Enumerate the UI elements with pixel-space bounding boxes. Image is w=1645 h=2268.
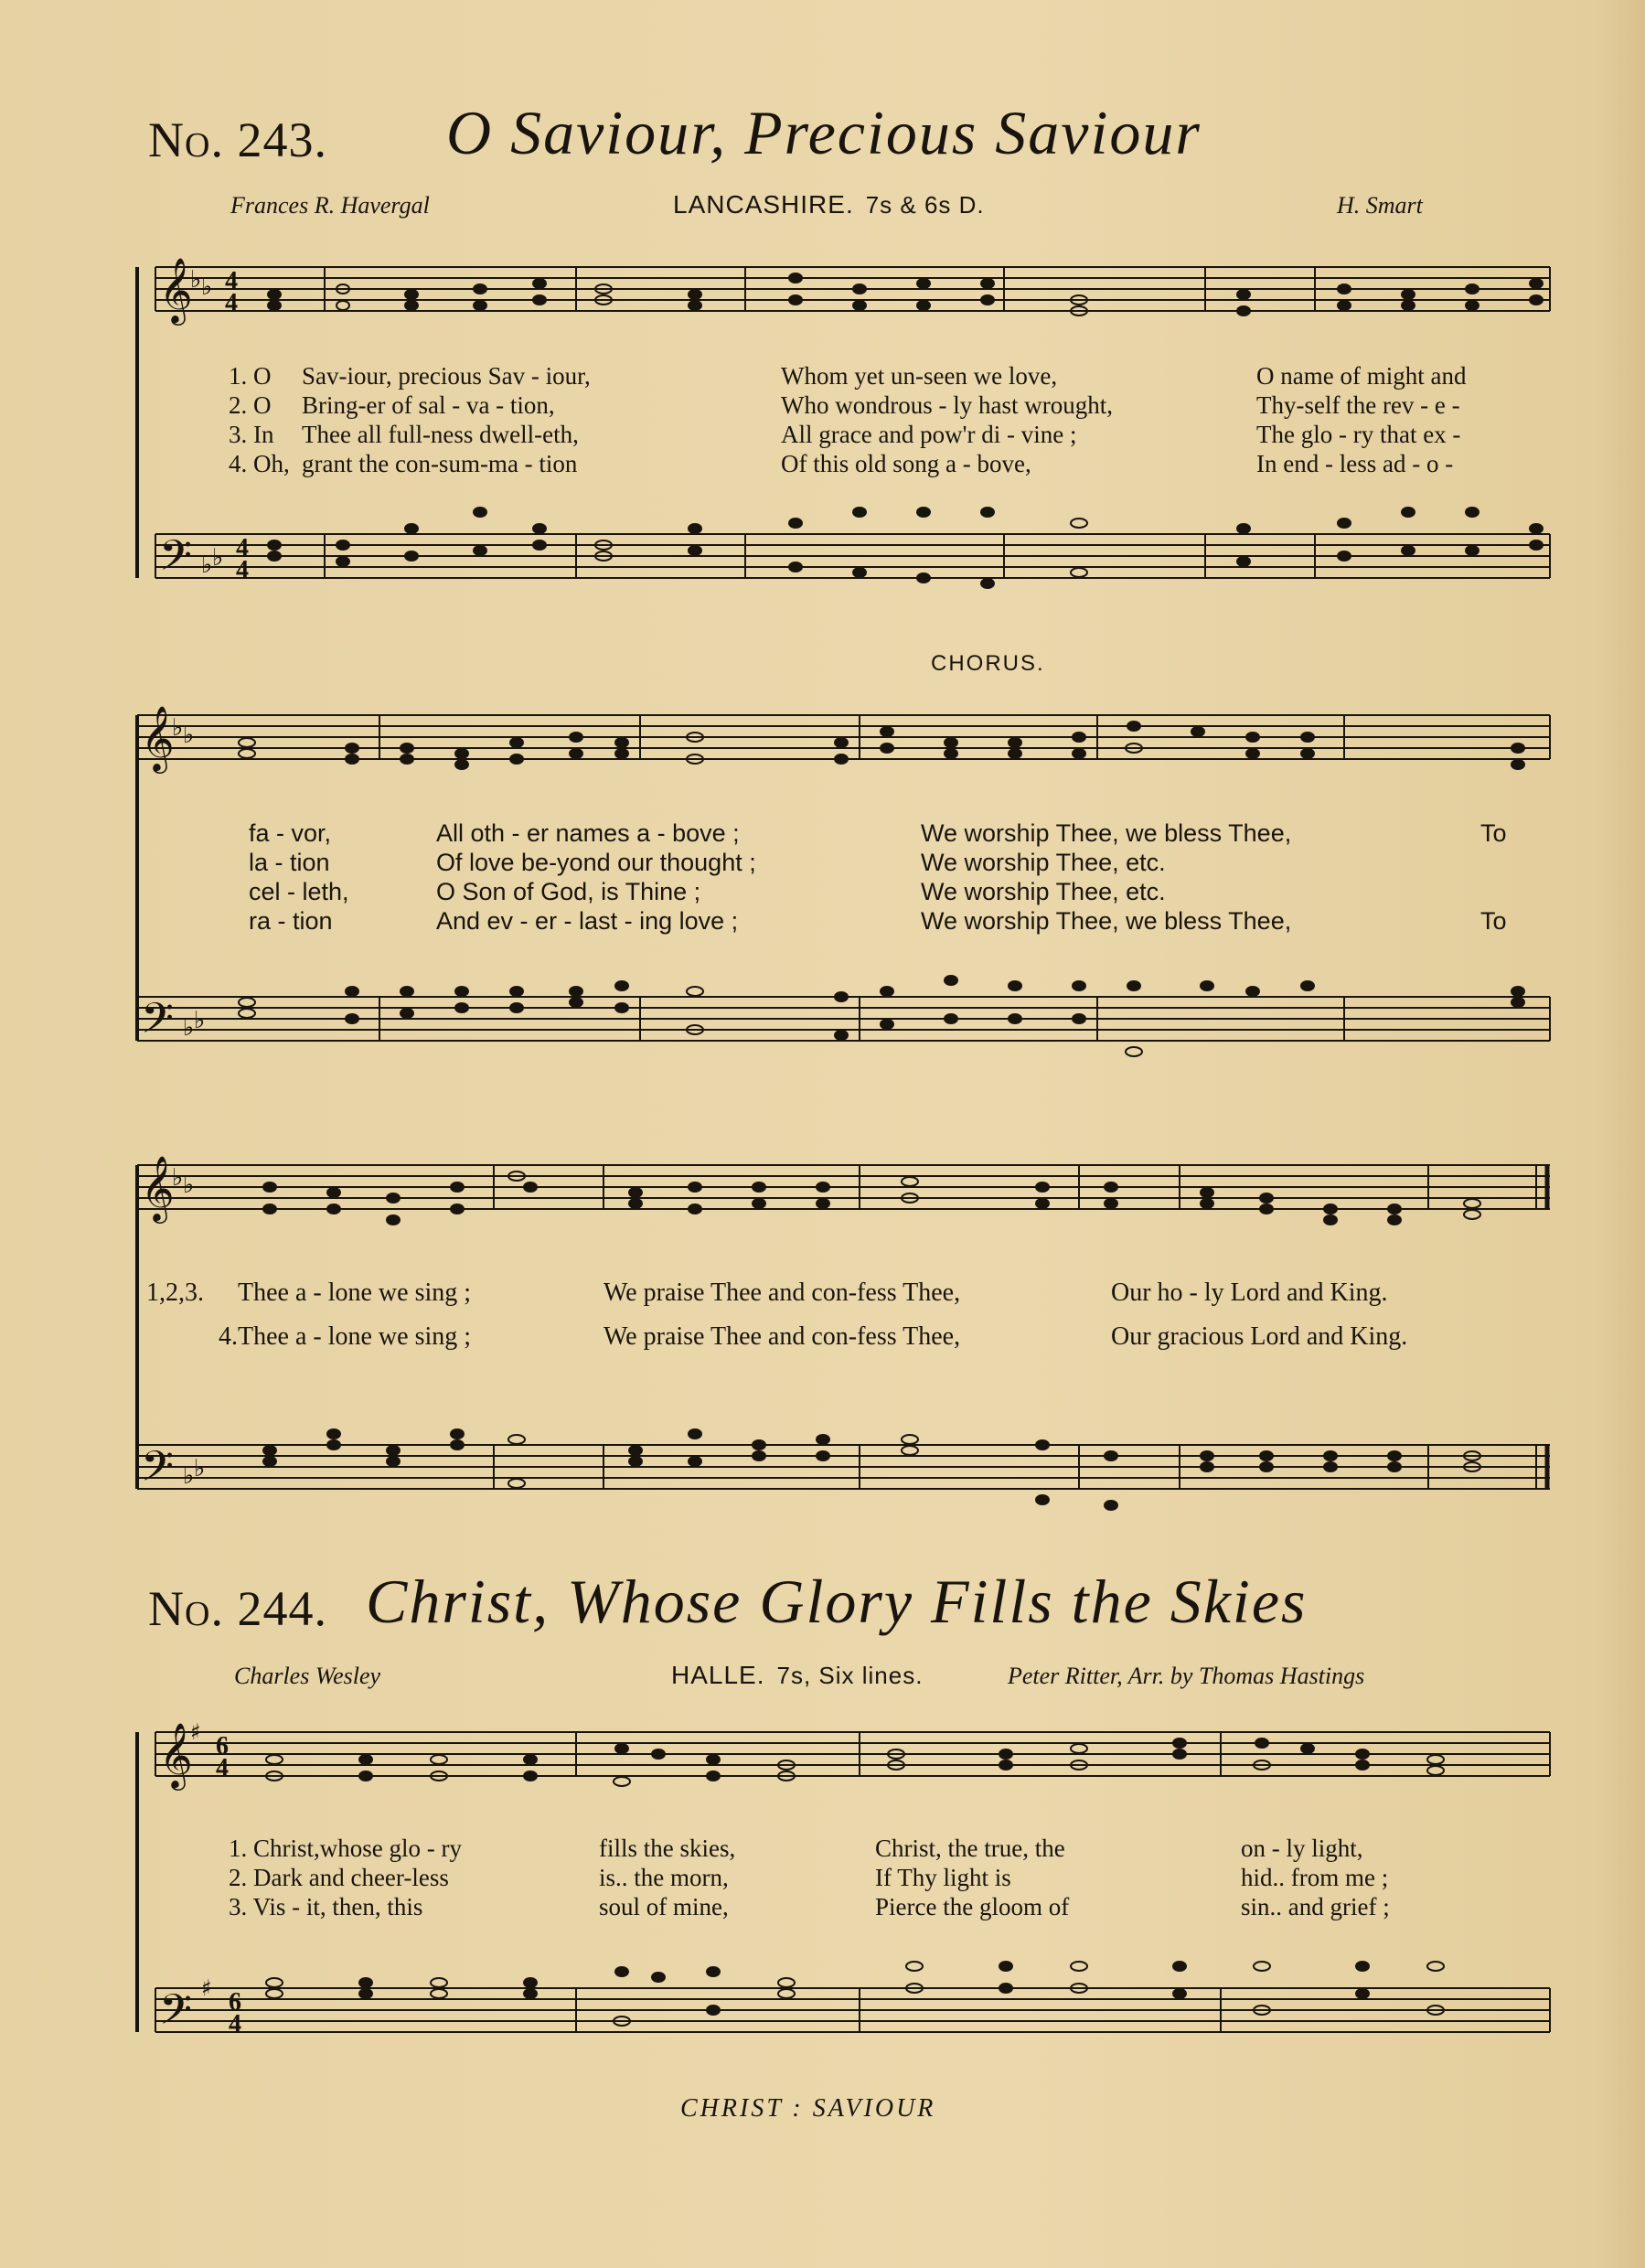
svg-text:4: 4 — [236, 556, 249, 584]
hymn-244-number: No. 244. — [148, 1581, 327, 1636]
svg-text:𝄞: 𝄞 — [141, 704, 175, 771]
hymn-243-composer: H. Smart — [1337, 192, 1423, 219]
verse-line: fa - vor, All oth - er names a - bove ; We worship Thee, we bless Thee, To — [249, 819, 1507, 847]
hymn-243-tune: LANCASHIRE. — [673, 190, 854, 219]
hymn-243-meter: 7s & 6s D. — [865, 191, 985, 219]
svg-text:4: 4 — [225, 289, 238, 317]
svg-text:♭: ♭ — [190, 266, 202, 294]
svg-text:♭: ♭ — [183, 722, 195, 749]
svg-text:𝄢: 𝄢 — [159, 531, 193, 591]
verse-line: 1. O Sav-iour, precious Sav - iour, Whom yet un-seen we love, O name of might and — [229, 362, 1467, 390]
svg-text:♭: ♭ — [183, 1014, 195, 1042]
hymn-243-title: O Saviour, Precious Saviour — [446, 98, 1202, 167]
svg-text:♭: ♭ — [183, 1171, 195, 1199]
chorus-label: CHORUS. — [931, 651, 1045, 676]
svg-text:♭: ♭ — [194, 1007, 206, 1034]
svg-text:6: 6 — [229, 1988, 241, 2017]
hymn-244-composer: Peter Ritter, Arr. by Thomas Hastings — [1008, 1663, 1365, 1689]
svg-text:♭: ♭ — [194, 1455, 206, 1482]
verse-line: la - tion Of love be-yond our thought ; We worship Thee, etc. — [249, 849, 1166, 876]
hymn-244-verses — [229, 1834, 1390, 1921]
svg-text:♭: ♭ — [172, 1164, 184, 1192]
svg-text:♭: ♭ — [183, 1462, 195, 1490]
svg-text:♯: ♯ — [201, 1975, 212, 2001]
svg-text:𝄞: 𝄞 — [159, 256, 193, 323]
svg-text:𝄢: 𝄢 — [141, 994, 175, 1054]
svg-text:4: 4 — [216, 1754, 229, 1782]
hymn-244-author: Charles Wesley — [234, 1663, 381, 1689]
hymn-244-title: Christ, Whose Glory Fills the Skies — [366, 1567, 1308, 1636]
verse-line: cel - leth, O Son of God, is Thine ; We worship Thee, etc. — [249, 878, 1166, 905]
hymn-243-number: No. 243. — [148, 112, 327, 167]
verse-line: 3. In Thee all full-ness dwell-eth, All grace and pow'r di - vine ; The glo - ry that ex - — [229, 421, 1461, 448]
svg-text:4: 4 — [236, 534, 249, 562]
hymn-243-tune-line — [673, 190, 985, 219]
hymn-243-verses-system-2 — [249, 818, 1507, 936]
verse-line: 1. Christ,whose glo - ry fills the skies, Christ, the true, the on - ly light, — [229, 1835, 1363, 1862]
verse-line: 2. Dark and cheer-less is.. the morn, If Thy light is hid.. from me ; — [229, 1864, 1389, 1891]
section-footer: CHRIST : SAVIOUR — [680, 2094, 936, 2123]
svg-text:♭: ♭ — [201, 273, 213, 301]
svg-text:𝄞: 𝄞 — [141, 1154, 175, 1221]
verse-line: 1,2,3. Thee a - lone we sing ; We praise Thee and con-fess Thee, Our ho - ly Lord and King. — [146, 1278, 1388, 1307]
svg-text:𝄞: 𝄞 — [159, 1721, 193, 1788]
hymn-244-tune: HALLE. — [671, 1661, 765, 1689]
svg-text:♭: ♭ — [172, 714, 184, 742]
hymn-244-tune-line — [671, 1661, 923, 1690]
svg-text:𝄢: 𝄢 — [141, 1442, 175, 1502]
verse-line: 3. Vis - it, then, this soul of mine, Pierce the gloom of sin.. and grief ; — [229, 1893, 1390, 1920]
svg-text:6: 6 — [216, 1732, 229, 1760]
svg-text:♭: ♭ — [201, 551, 213, 579]
verse-line: 4. Oh, grant the con-sum-ma - tion Of this old song a - bove, In end - less ad - o - — [229, 450, 1454, 477]
svg-text:♯: ♯ — [190, 1721, 201, 1745]
hymn-243-verses-system-1 — [229, 361, 1466, 478]
hymn-244-meter: 7s, Six lines. — [776, 1662, 924, 1689]
verse-line: 4.Thee a - lone we sing ; We praise Thee and con-fess Thee, Our gracious Lord and King. — [219, 1322, 1408, 1351]
svg-text:4: 4 — [229, 2010, 241, 2038]
verse-line: ra - tion And ev - er - last - ing love ; We worship Thee, we bless Thee, To — [249, 907, 1507, 935]
hymn-243-author: Frances R. Havergal — [230, 192, 430, 219]
svg-text:𝄢: 𝄢 — [159, 1985, 193, 2045]
svg-text:4: 4 — [225, 267, 238, 295]
verse-line: 2. O Bring-er of sal - va - tion, Who wondrous - ly hast wrought, Thy-self the rev - e - — [229, 391, 1460, 419]
svg-text:♭: ♭ — [212, 544, 224, 572]
hymn-243-verses-system-3 — [146, 1271, 1407, 1359]
